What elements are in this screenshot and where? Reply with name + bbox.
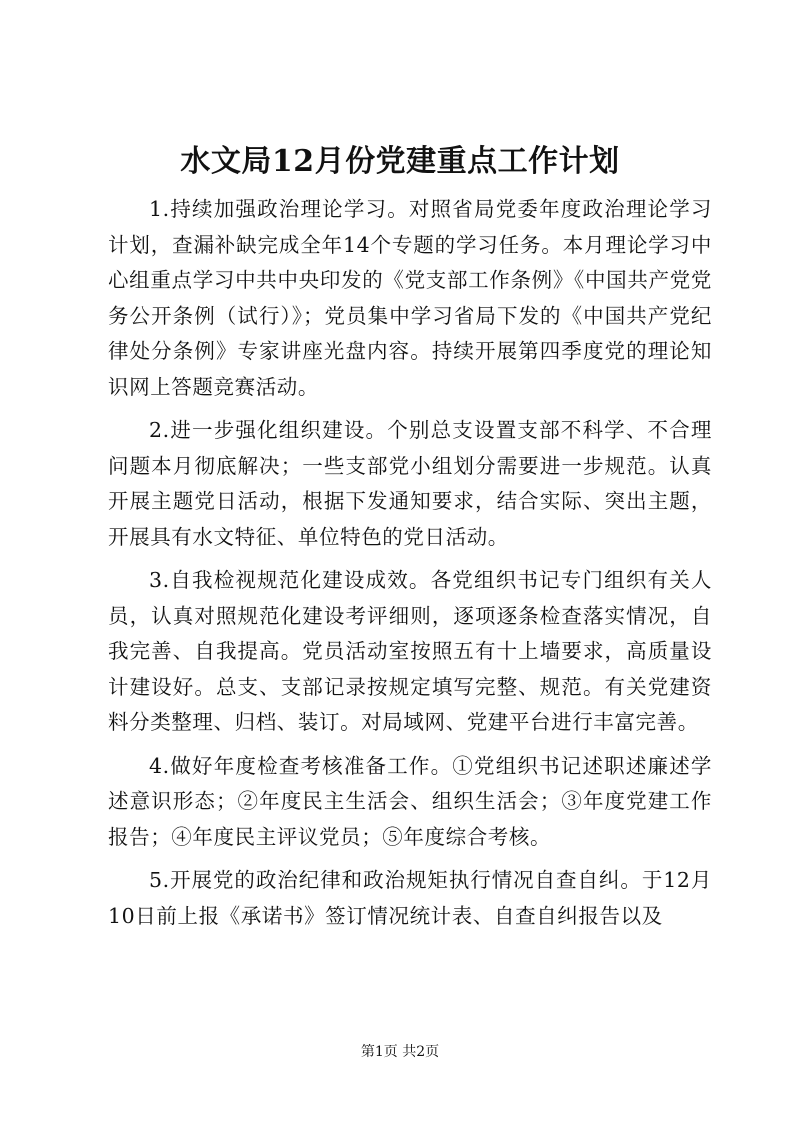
paragraph-3: 3.自我检视规范化建设成效。各党组织书记专门组织有关人员，认真对照规范化建设考评细则，逐项逐条检查落实情况，自我完善、自我提高。党员活动室按照五有十上墙要求，高质量设计建设好。总支、支部记录按规定填写完整、规范。有关党建资料分类整理、归档、装订。对局域网、党建平台进行丰富完善。	[108, 568, 712, 734]
page-number-footer: 第1页 共2页	[360, 1044, 440, 1060]
paragraph-4: 4.做好年度检查考核准备工作。①党组织书记述职述廉述学述意识形态；②年度民主生活会、组织生活会；③年度党建工作报告；④年度民主评议党员；⑤年度综合考核。	[108, 753, 712, 849]
document-body	[108, 192, 712, 942]
paragraph-5: 5.开展党的政治纪律和政治规矩执行情况自查自纠。于12月10日前上报《承诺书》签订情况统计表、自查自纠报告以及	[108, 868, 712, 928]
paragraph-2: 2.进一步强化组织建设。个别总支设置支部不科学、不合理问题本月彻底解决；一些支部党小组划分需要进一步规范。认真开展主题党日活动，根据下发通知要求，结合实际、突出主题，开展具有水文特征、单位特色的党日活动。	[108, 418, 712, 549]
document-title: 水文局12月份党建重点工作计划	[180, 144, 620, 179]
paragraph-1: 1.持续加强政治理论学习。对照省局党委年度政治理论学习计划，查漏补缺完成全年14个专题的学习任务。本月理论学习中心组重点学习中共中央印发的《党支部工作条例》《中国共产党党务公开条例（试行）》；党员集中学习省局下发的《中国共产党纪律处分条例》专家讲座光盘内容。持续开展第四季度党的理论知识网上答题竞赛活动。	[108, 197, 712, 399]
